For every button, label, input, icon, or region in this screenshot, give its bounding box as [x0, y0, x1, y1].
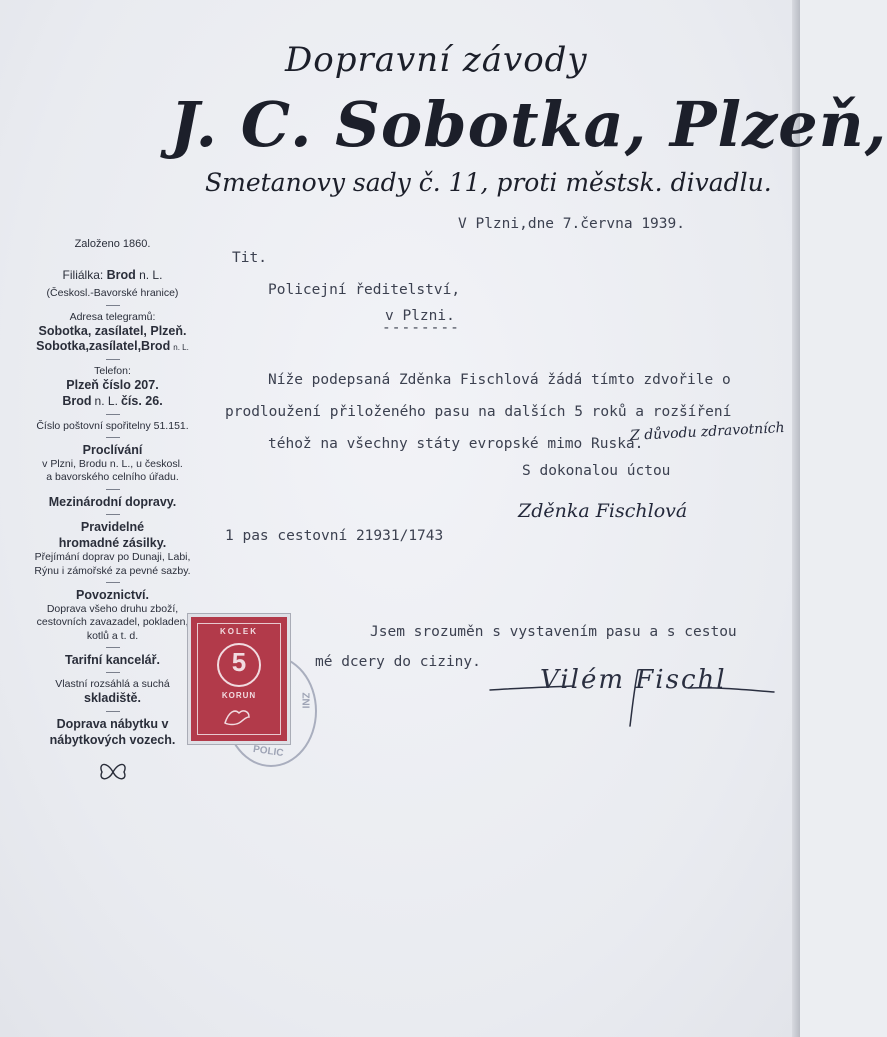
stamp-value: 5 — [231, 647, 247, 677]
regular-title-1: Pravidelné — [80, 520, 145, 535]
letterhead-sidebar — [20, 238, 205, 789]
telegram-address-2: Sobotka,zasílatel,Brod — [36, 339, 171, 354]
consent-line-1: Jsem srozuměn s vystavením pasu a s cestou — [370, 624, 737, 640]
phone-1: Plzeň číslo 207. — [66, 378, 159, 393]
furniture-2: nábytkových vozech. — [49, 732, 176, 747]
divider — [106, 489, 120, 490]
divider — [106, 305, 120, 306]
divider — [106, 437, 120, 438]
seal-text-bottom: POLIC — [252, 743, 285, 760]
branch-line — [20, 268, 205, 284]
regular-title-2: hromadné zásilky. — [58, 535, 167, 550]
recipient-line-1: Policejní ředitelství, — [268, 282, 461, 298]
body-line-2: prodloužení přiloženého pasu na dalších 5 roků a rozšíření — [225, 404, 732, 420]
branch-note: (Českosl.-Bavorské hranice) — [46, 287, 179, 300]
enclosure-line: 1 pas cestovní 21931/1743 — [225, 528, 444, 544]
telegram-address-1: Sobotka, zasílatel, Plzeň. — [38, 323, 187, 338]
furniture-1: Doprava nábytku v — [56, 717, 169, 731]
divider — [106, 672, 120, 673]
intl-transport: Mezinárodní dopravy. — [48, 494, 177, 509]
trefoil-ornament-icon — [20, 758, 205, 789]
carrier-title: Povoznictví. — [76, 587, 149, 602]
telegram-address-2-line — [20, 339, 205, 355]
phone-2-suffix: n. L. — [94, 393, 118, 408]
body-line-3: téhož na všechny státy evropské mimo Ruska. — [268, 436, 644, 452]
phone-label: Telefon: — [94, 365, 131, 377]
stamp-top-text: KOLEK — [220, 627, 258, 636]
salutation: Tit. — [232, 250, 267, 266]
customs-text-2: a bavorského celního úřadu. — [46, 471, 179, 484]
phone-2-city: Brod — [62, 393, 92, 408]
consent-line-2: mé dcery do ciziny. — [315, 654, 481, 670]
closing: S dokonalou úctou — [522, 463, 671, 479]
letterhead-company-name: J. C. Sobotka, Plzeň, — [170, 88, 887, 161]
recipient-line-2: v Plzni. — [385, 308, 455, 324]
revenue-stamp — [188, 614, 290, 744]
tariff-office: Tarifní kancelář. — [65, 652, 160, 667]
handwritten-note: Z důvodu zdravotních — [629, 419, 785, 445]
carrier-text: Doprava všeho druhu zboží, cestovních zavazadel, pokladen, kotlů a t. d. — [36, 603, 189, 642]
stamp-unit: KORUN — [221, 691, 257, 700]
letter-date: V Plzni,dne 7.června 1939. — [458, 216, 685, 232]
divider — [106, 514, 120, 515]
recipient-underline: -------- — [382, 320, 460, 336]
storage-bold: skladiště. — [84, 691, 141, 706]
founded-line: Založeno 1860. — [74, 238, 151, 250]
telegram-address-2-suffix: n. L. — [173, 343, 189, 353]
divider — [106, 582, 120, 583]
letterhead-line-1: Dopravní závody — [285, 40, 588, 80]
parent-signature-stroke-icon — [488, 660, 778, 730]
body-line-1: Níže podepsaná Zděnka Fischlová žádá tímto zdvořile o — [268, 372, 731, 388]
customs-title: Proclívání — [82, 442, 143, 457]
customs-text-1: v Plzni, Brodu n. L., u českosl. — [42, 458, 183, 471]
divider — [106, 647, 120, 648]
divider — [106, 359, 120, 360]
postal-account: Číslo poštovní spořitelny 51.151. — [36, 419, 189, 432]
phone-2-line — [20, 394, 205, 410]
seal-text-side: ZNI — [299, 692, 311, 709]
regular-text: Přejímání doprav po Dunaji, Labi, Rýnu i zámořské za pevné sazby. — [34, 551, 191, 577]
storage-text: Vlastní rozsáhlá a suchá — [55, 678, 170, 691]
telegram-label: Adresa telegramů: — [69, 310, 156, 323]
phone-2-number: čís. 26. — [120, 393, 163, 408]
branch-label: Filiálka: — [62, 267, 104, 282]
letterhead-address: Smetanovy sady č. 11, proti městsk. divadlu. — [205, 168, 772, 197]
divider — [106, 414, 120, 415]
parent-signature: Vilém Fischl — [540, 665, 727, 695]
lion-emblem-icon — [221, 705, 253, 727]
branch-suffix: n. L. — [139, 267, 163, 282]
divider — [106, 711, 120, 712]
branch-name: Brod — [106, 267, 136, 282]
applicant-signature: Zděnka Fischlová — [518, 500, 688, 522]
